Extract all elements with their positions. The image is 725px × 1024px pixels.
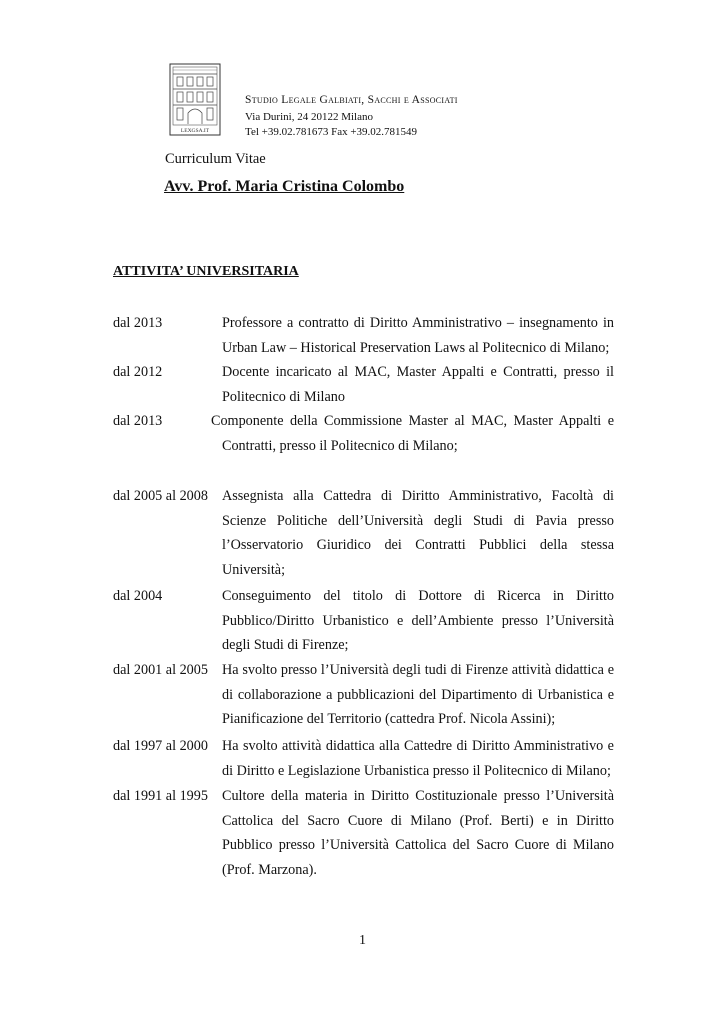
logo-caption: LEXGSA.IT [180, 128, 210, 134]
firm-logo [169, 63, 221, 136]
person-name: Avv. Prof. Maria Cristina Colombo [164, 178, 405, 195]
entry-date: dal 2004 [113, 588, 163, 604]
firm-address: Via Durini, 24 20122 Milano [245, 111, 373, 123]
firm-contacts: Tel +39.02.781673 Fax +39.02.781549 [245, 126, 418, 138]
entry-text: Ha svolto presso l’Università degli tudi di Firenze attività didattica e di collaborazione a pubblicazioni del Dipartimento di Urbanistica e Pianificazione del Territorio (cattedra Prof. Nicola Assini); [222, 662, 614, 727]
entry-date: dal 2013 [113, 413, 163, 429]
entry-text: Professore a contratto di Diritto Amministrativo – insegnamento in Urban Law – Historical Preservation Laws al Politecnico di Milano; [222, 315, 614, 356]
entry-date: dal 2005 al 2008 [113, 488, 208, 504]
entry-text: Conseguimento del titolo di Dottore di Ricerca in Diritto Pubblico/Diritto Urbanistico e dell’Ambiente presso l’Università degli Studi di Firenze; [222, 588, 614, 653]
entry-date: dal 2012 [113, 364, 163, 380]
entry-text: Ha svolto attività didattica alla Cattedre di Diritto Amministrativo e di Diritto e Legislazione Urbanistica presso il Politecnico di Milano; [222, 738, 614, 779]
entry-date: dal 2001 al 2005 [113, 662, 208, 678]
entry-date: dal 1997 al 2000 [113, 738, 208, 754]
entry-date: dal 2013 [113, 315, 163, 331]
entry-text: Cultore della materia in Diritto Costituzionale presso l’Università Cattolica del Sacro Cuore di Milano (Prof. Berti) e in Diritto Pubblico presso l’Università Cattolica del Sacro Cuore di Milano (Prof. Marzona). [222, 788, 614, 878]
entry-text: Assegnista alla Cattedra di Diritto Amministrativo, Facoltà di Scienze Politiche dell’Università degli Studi di Pavia presso l’Osservatorio Giuridico dei Contratti Pubblici della stessa Università; [222, 488, 614, 578]
entry-date: dal 1991 al 1995 [113, 788, 208, 804]
entry-text: Componente della Commissione Master al MAC, Master Appalti e Contratti, presso il Politecnico di Milano; [211, 413, 614, 454]
section-title: ATTIVITA’ UNIVERSITARIA [113, 264, 299, 279]
entry-text: Docente incaricato al MAC, Master Appalti e Contratti, presso il Politecnico di Milano [222, 364, 614, 405]
cv-label: Curriculum Vitae [165, 151, 266, 167]
page-number: 1 [359, 933, 366, 948]
firm-name: Studio Legale Galbiati, Sacchi e Associati [245, 94, 458, 106]
